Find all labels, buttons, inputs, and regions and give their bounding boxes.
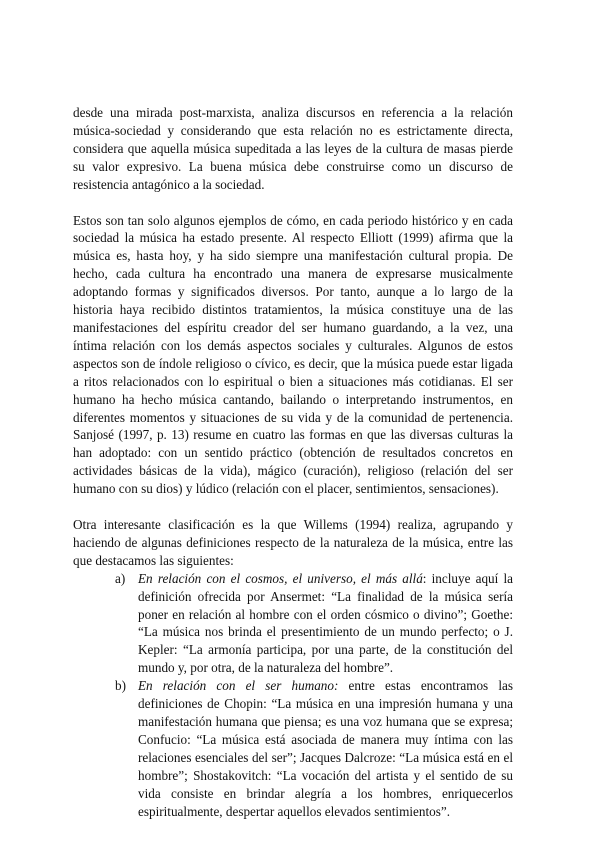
paragraph-willems-intro: Otra interesante clasificación es la que Willems (1994) realiza, agrupando y haciendo de algunas definiciones respecto de la naturaleza de la música, entre las que destacamos las siguientes: (73, 517, 513, 568)
list-item-cosmos (115, 570, 513, 677)
list-item-body (138, 570, 513, 677)
paragraph-post-marxist: desde una mirada post-marxista, analiza discursos en referencia a la relación música-sociedad y considerando que esta relación no es estrictamente directa, considera que aquella música supeditada a las leyes de la cultura de masas pierde su valor expresivo. La buena música debe construirse como un discurso de resistencia antagónico a la sociedad. (73, 105, 513, 192)
list-marker: a) (115, 570, 126, 586)
paragraph-music-history: Estos son tan solo algunos ejemplos de cómo, en cada periodo histórico y en cada sociedad la música ha estado presente. Al respecto Elliott (1999) afirma que la música es, hasta hoy, y ha sido siempre una manifestación cultural propia. De hecho, cada cultura ha encontrado una manera de expresarse musicalmente adoptando formas y significados diversos. Por tanto, aunque a lo largo de la historia haya recibido distintos tratamientos, la música constituye una de las manifestaciones del espíritu creador del ser humano guardando, a la vez, una íntima relación con los demás aspectos sociales y culturales. Algunos de estos aspectos son de índole religioso o cívico, es decir, que la música puede estar ligada a ritos relacionados con lo espiritual o bien a situaciones más cotidianas. El ser humano ha hecho música cantando, bailando o interpretando instrumentos, en diferentes momentos y situaciones de su vida y de la comunidad de pertenencia. Sanjosé (1997, p. 13) resume en cuatro las formas en que las diversas culturas la han adoptado: con un sentido práctico (obtención de resultados concretos en actividades básicas de la vida), mágico (curación), religioso (relación del ser humano con su dios) y lúdico (relación con el placer, sentimientos, sensaciones). (73, 212, 513, 497)
list-item-text: entre estas encontramos las definiciones de Chopin: “La música en una impresión humana y una manifestación humana que piensa; es una voz humana que se expresa; Confucio: “La música está asociada de manera muy íntima con las relaciones esenciales del ser”; Jacques Dalcroze: “La música está en el hombre”; Shostakovitch: “La vocación del artista y el sentido de su vida consiste en brindar alegría a los hombres, enriquecerlos espiritualmente, despertar aquellos elevados sentimientos”. (138, 678, 513, 819)
list-marker: b) (115, 678, 126, 694)
list-item-lead: En relación con el cosmos, el universo, el más allá (138, 570, 423, 586)
list-item-lead: En relación con el ser humano: (138, 678, 339, 694)
list-item-body (138, 677, 513, 820)
list-item-human (115, 677, 513, 820)
definitions-list (73, 570, 513, 821)
list-item-text: : incluye aquí la definición ofrecida por Ansermet: “La finalidad de la música sería poner en relación al hombre con el orden cósmico o divino”; Goethe: “La música nos brinda el presentimiento de un mundo perfecto; o J. Kepler: “La armonía participa, por una parte, de la constitución del mundo y, por otra, de la naturaleza del hombre”. (138, 570, 513, 676)
